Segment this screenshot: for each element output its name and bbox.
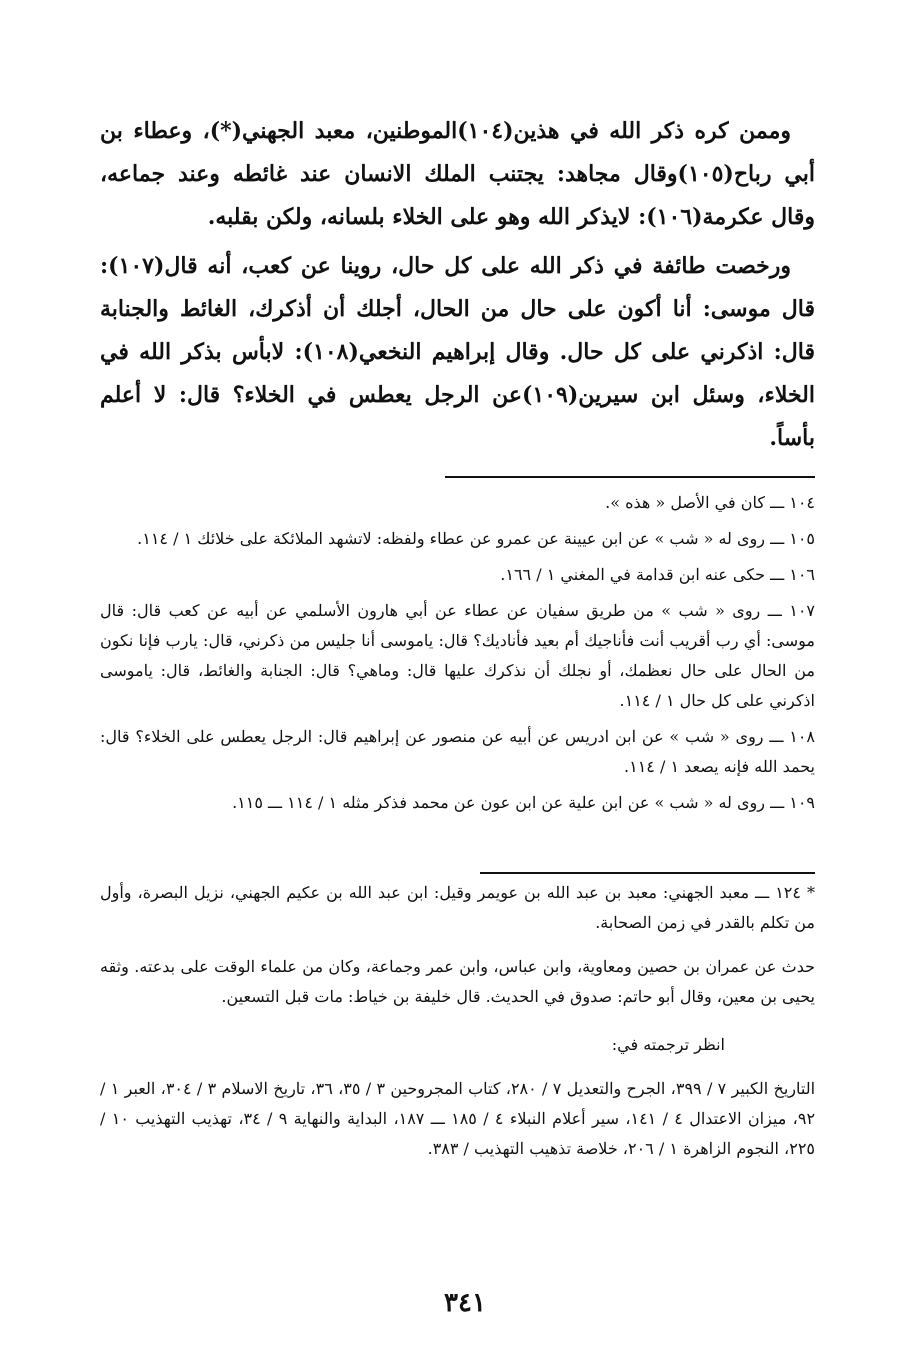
footnote-106: ١٠٦ ـــ حكى عنه ابن قدامة في المغني ١ / ١٦٦. (500, 565, 815, 584)
page-number: ٣٤١ (444, 1288, 486, 1318)
footnote-107: ١٠٧ ـــ روى « شب » من طريق سفيان عن عطاء عن أبي هارون الأسلمي عن أبيه عن كعب قال: قال موسى: أي رب أقريب أنت فأناجيك أم بعيد فأناديك؟ قال: ياموسى أنا جليس من ذكرني، قال: يارب فإنا نكون من الحال على حال نعظمك، أو نجلك أن نذكرك عليها قال: وماهي؟ قال: الجنابة والغائط، قال: ياموسى اذكرني على كل حال ١ / ١١٤. (100, 601, 815, 710)
footnote-108: ١٠٨ ـــ روى « شب » عن ابن ادريس عن أبيه عن منصور عن إبراهيم قال: الرجل يعطس على الخلاء؟ قال: يحمد الله فإنه يصعد ١ / ١١٤. (100, 727, 815, 776)
biography-divider (480, 872, 815, 874)
main-paragraph-1: وممن كره ذكر الله في هذين(١٠٤)الموطنين، معبد الجهني(*)، وعطاء بن أبي رباح(١٠٥)وقال مجاهد: يجتنب الملك الانسان عند غائطه وعند جماعه، وقال عكرمة(١٠٦): لايذكر الله وهو على الخلاء بلسانه، ولكن بقلبه. (100, 118, 815, 230)
main-paragraph-2: ورخصت طائفة في ذكر الله على كل حال، روينا عن كعب، أنه قال(١٠٧): قال موسى: أنا أكون على حال من الحال، أجلك أن أذكرك، الغائط والجنابة قال: اذكرني على كل حال. وقال إبراهيم النخعي(١٠٨): لابأس بذكر الله في الخلاء، وسئل ابن سيرين(١٠٩)عن الرجل يعطس في الخلاء؟ قال: لا أعلم بأساً. (100, 253, 815, 451)
footnote-104: ١٠٤ ـــ كان في الأصل « هذه ». (605, 493, 815, 512)
footnote-divider (445, 476, 815, 478)
footnotes (100, 488, 815, 824)
footnote-109: ١٠٩ ـــ روى له « شب » عن ابن علية عن ابن عون عن محمد فذكر مثله ١ / ١١٤ ـــ ١١٥. (232, 793, 815, 812)
biography-see-heading: انظر ترجمته في: (611, 1035, 725, 1054)
footnote-105: ١٠٥ ـــ روى له « شب » عن ابن عيينة عن عمرو عن عطاء ولفظه: لاتشهد الملائكة على خلائك ١ / ١١٤. (137, 529, 815, 548)
biography-narration: حدث عن عمران بن حصين ومعاوية، وابن عباس، وابن عمر وجماعة، وكان من علماء الوقت على بدعته. وثقه يحيى بن معين، وقال أبو حاتم: صدوق في الحديث. قال خليفة بن خياط: مات قبل التسعين. (100, 957, 815, 1006)
biography-note (100, 878, 815, 1170)
main-text (100, 110, 815, 466)
biography-sources: التاريخ الكبير ٧ / ٣٩٩، الجرح والتعديل ٧ / ٢٨٠، كتاب المجروحين ٣ / ٣٥، ٣٦، تاريخ الاسلام ٣ / ٣٠٤، العبر ١ / ٩٢، ميزان الاعتدال ٤ / ١٤١، سير أعلام النبلاء ٤ / ١٨٥ ـــ ١٨٧، البداية والنهاية ٩ / ٣٤، تهذيب التهذيب ١٠ / ٢٢٥، النجوم الزاهرة ١ / ٢٠٦، خلاصة تذهيب التهذيب / ٣٨٣. (100, 1079, 816, 1158)
biography-entry: * ١٢٤ ـــ معبد الجهني: معبد بن عبد الله بن عويمر وقيل: ابن عبد الله بن عكيم الجهني، نزيل البصرة، وأول من تكلم بالقدر في زمن الصحابة. (100, 883, 815, 932)
